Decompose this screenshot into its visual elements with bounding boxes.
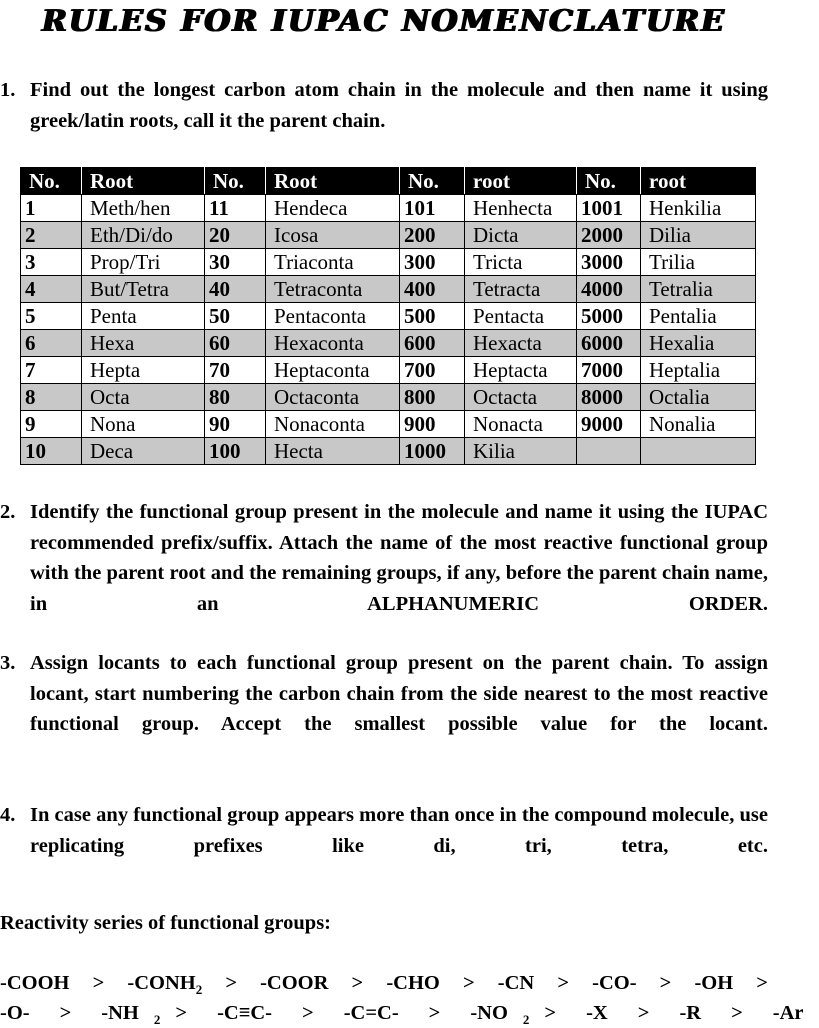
rule-number: 4. bbox=[0, 804, 16, 826]
number-cell bbox=[577, 438, 641, 465]
root-cell: Icosa bbox=[266, 222, 400, 249]
number-cell: 9 bbox=[21, 411, 82, 438]
root-cell: Octacta bbox=[465, 384, 577, 411]
number-cell: 8000 bbox=[577, 384, 641, 411]
functional-group: -OH bbox=[694, 972, 734, 994]
functional-group: -COOH bbox=[0, 972, 70, 994]
root-cell: Hecta bbox=[266, 438, 400, 465]
table-row bbox=[21, 438, 756, 465]
root-cell: Triaconta bbox=[266, 249, 400, 276]
reactivity-series-heading: Reactivity series of functional groups: bbox=[0, 912, 332, 934]
number-cell: 5000 bbox=[577, 303, 641, 330]
number-cell: 70 bbox=[205, 357, 266, 384]
table-row bbox=[21, 411, 756, 438]
number-cell: 600 bbox=[400, 330, 465, 357]
number-cell: 60 bbox=[205, 330, 266, 357]
number-cell: 9000 bbox=[577, 411, 641, 438]
root-cell: Hexa bbox=[82, 330, 205, 357]
rule-text: Find out the longest carbon atom chain in the molecule and then name it using greek/latin roots, call it the parent chain. bbox=[30, 79, 768, 132]
root-cell: Heptalia bbox=[641, 357, 756, 384]
header-cell: No. bbox=[21, 168, 82, 195]
root-cell: Penta bbox=[82, 303, 205, 330]
header-cell: No. bbox=[205, 168, 266, 195]
header-cell: root bbox=[641, 168, 756, 195]
reactivity-series-line-2 bbox=[0, 998, 804, 1028]
greater-than-sign: > bbox=[462, 972, 475, 994]
number-cell: 101 bbox=[400, 195, 465, 222]
root-cell: Dicta bbox=[465, 222, 577, 249]
number-cell: 90 bbox=[205, 411, 266, 438]
root-cell: But/Tetra bbox=[82, 276, 205, 303]
root-cell: Nonaconta bbox=[266, 411, 400, 438]
page-title: RULES FOR IUPAC NOMENCLATURE bbox=[41, 4, 727, 39]
rule-number: 1. bbox=[0, 79, 16, 101]
number-cell: 500 bbox=[400, 303, 465, 330]
header-cell: Root bbox=[82, 168, 205, 195]
functional-group: -R bbox=[679, 1002, 702, 1024]
functional-group: -O- bbox=[0, 1002, 30, 1024]
root-cell: Henhecta bbox=[465, 195, 577, 222]
number-cell: 6 bbox=[21, 330, 82, 357]
functional-group: -Ar bbox=[772, 1002, 804, 1024]
subscript: 2 bbox=[195, 982, 203, 998]
number-cell: 900 bbox=[400, 411, 465, 438]
number-cell: 800 bbox=[400, 384, 465, 411]
root-cell: Octa bbox=[82, 384, 205, 411]
root-cell: Deca bbox=[82, 438, 205, 465]
root-cell: Tetralia bbox=[641, 276, 756, 303]
rule-text: Identify the functional group present in the molecule and name it using the IUPAC recommended prefix/suffix. Attach the name of the most reactive functional group with the parent root and the remaining groups, if any, before the parent chain name, in an ALPHANUMERIC ORDER. bbox=[30, 501, 768, 615]
functional-group: -X bbox=[586, 1002, 608, 1024]
greater-than-sign: > bbox=[225, 972, 237, 994]
table-row bbox=[21, 276, 756, 303]
rule-3 bbox=[0, 648, 768, 770]
table-row bbox=[21, 330, 756, 357]
number-cell: 7 bbox=[21, 357, 82, 384]
rule-number: 3. bbox=[0, 652, 16, 674]
rule-4 bbox=[0, 800, 768, 892]
root-cell: Octaconta bbox=[266, 384, 400, 411]
number-cell: 3000 bbox=[577, 249, 641, 276]
reactivity-series-line-1 bbox=[0, 968, 768, 998]
rule-text: Assign locants to each functional group present on the parent chain. To assign locant, start numbering the carbon chain from the side nearest to the most reactive functional group. Accept the smallest possible value for the locant. bbox=[30, 652, 768, 735]
root-cell: Hexacta bbox=[465, 330, 577, 357]
greater-than-sign: > bbox=[351, 972, 364, 994]
number-cell: 4 bbox=[21, 276, 82, 303]
number-cell: 1001 bbox=[577, 195, 641, 222]
root-cell: Pentalia bbox=[641, 303, 756, 330]
rule-2 bbox=[0, 497, 768, 650]
greater-than-sign: > bbox=[175, 1002, 188, 1024]
root-cell: Pentacta bbox=[465, 303, 577, 330]
number-cell: 6000 bbox=[577, 330, 641, 357]
root-cell: Hexaconta bbox=[266, 330, 400, 357]
functional-group: -CN bbox=[497, 972, 535, 994]
number-cell: 7000 bbox=[577, 357, 641, 384]
number-cell: 400 bbox=[400, 276, 465, 303]
functional-group: -CHO bbox=[386, 972, 440, 994]
functional-group: -C≡C- bbox=[217, 1002, 273, 1024]
number-cell: 1000 bbox=[400, 438, 465, 465]
number-cell: 300 bbox=[400, 249, 465, 276]
number-cell: 50 bbox=[205, 303, 266, 330]
functional-group: -COOR bbox=[260, 972, 329, 994]
header-cell: No. bbox=[400, 168, 465, 195]
header-cell: root bbox=[465, 168, 577, 195]
table-row bbox=[21, 222, 756, 249]
header-cell: Root bbox=[266, 168, 400, 195]
greater-than-sign: > bbox=[557, 972, 570, 994]
rule-number: 2. bbox=[0, 501, 16, 523]
number-cell: 5 bbox=[21, 303, 82, 330]
subscript: 2 bbox=[153, 1012, 161, 1028]
greater-than-sign: > bbox=[659, 972, 672, 994]
root-cell: Octalia bbox=[641, 384, 756, 411]
functional-group: $-CONH_2$ bbox=[127, 972, 203, 998]
subscript: 2 bbox=[522, 1012, 530, 1028]
number-cell: 700 bbox=[400, 357, 465, 384]
number-cell: 20 bbox=[205, 222, 266, 249]
functional-group: -NO $_2$ bbox=[470, 1002, 530, 1028]
root-cell: Hendeca bbox=[266, 195, 400, 222]
number-cell: 3 bbox=[21, 249, 82, 276]
number-cell: 100 bbox=[205, 438, 266, 465]
root-cell: Heptacta bbox=[465, 357, 577, 384]
root-cell: Eth/Di/do bbox=[82, 222, 205, 249]
greater-than-sign: > bbox=[428, 1002, 441, 1024]
number-cell: 4000 bbox=[577, 276, 641, 303]
number-cell: 11 bbox=[205, 195, 266, 222]
greater-than-sign: > bbox=[92, 972, 105, 994]
greater-than-sign: > bbox=[756, 972, 768, 994]
number-cell: 40 bbox=[205, 276, 266, 303]
root-cell: Dilia bbox=[641, 222, 756, 249]
greater-than-sign: > bbox=[544, 1002, 557, 1024]
table-row bbox=[21, 384, 756, 411]
header-cell: No. bbox=[577, 168, 641, 195]
root-cell: Nona bbox=[82, 411, 205, 438]
number-cell: 30 bbox=[205, 249, 266, 276]
number-cell: 2000 bbox=[577, 222, 641, 249]
rule-1 bbox=[0, 75, 768, 136]
functional-group: -NH $_2$ bbox=[101, 1002, 161, 1028]
root-cell: Nonalia bbox=[641, 411, 756, 438]
number-cell: 1 bbox=[21, 195, 82, 222]
greater-than-sign: > bbox=[637, 1002, 650, 1024]
number-cell: 200 bbox=[400, 222, 465, 249]
root-cell: Henkilia bbox=[641, 195, 756, 222]
functional-group: -CO- bbox=[592, 972, 637, 994]
table-row bbox=[21, 303, 756, 330]
root-cell: Trilia bbox=[641, 249, 756, 276]
number-cell: 8 bbox=[21, 384, 82, 411]
root-cell: Nonacta bbox=[465, 411, 577, 438]
root-cell: Meth/hen bbox=[82, 195, 205, 222]
number-cell: 2 bbox=[21, 222, 82, 249]
table-row bbox=[21, 357, 756, 384]
rule-text: In case any functional group appears more than once in the compound molecule, use replicating prefixes like di, tri, tetra, etc. bbox=[30, 804, 768, 857]
root-cell: Tricta bbox=[465, 249, 577, 276]
number-cell: 80 bbox=[205, 384, 266, 411]
root-cell: Hepta bbox=[82, 357, 205, 384]
root-cell: Pentaconta bbox=[266, 303, 400, 330]
table-header-row bbox=[21, 168, 756, 195]
greater-than-sign: > bbox=[59, 1002, 72, 1024]
table-row bbox=[21, 249, 756, 276]
root-cell: Kilia bbox=[465, 438, 577, 465]
roots-table bbox=[20, 167, 756, 465]
functional-group: -C=C- bbox=[343, 1002, 399, 1024]
greater-than-sign: > bbox=[302, 1002, 314, 1024]
root-cell bbox=[641, 438, 756, 465]
number-cell: 10 bbox=[21, 438, 82, 465]
greater-than-sign: > bbox=[731, 1002, 743, 1024]
root-cell: Hexalia bbox=[641, 330, 756, 357]
root-cell: Prop/Tri bbox=[82, 249, 205, 276]
root-cell: Tetraconta bbox=[266, 276, 400, 303]
root-cell: Tetracta bbox=[465, 276, 577, 303]
root-cell: Heptaconta bbox=[266, 357, 400, 384]
table-row bbox=[21, 195, 756, 222]
